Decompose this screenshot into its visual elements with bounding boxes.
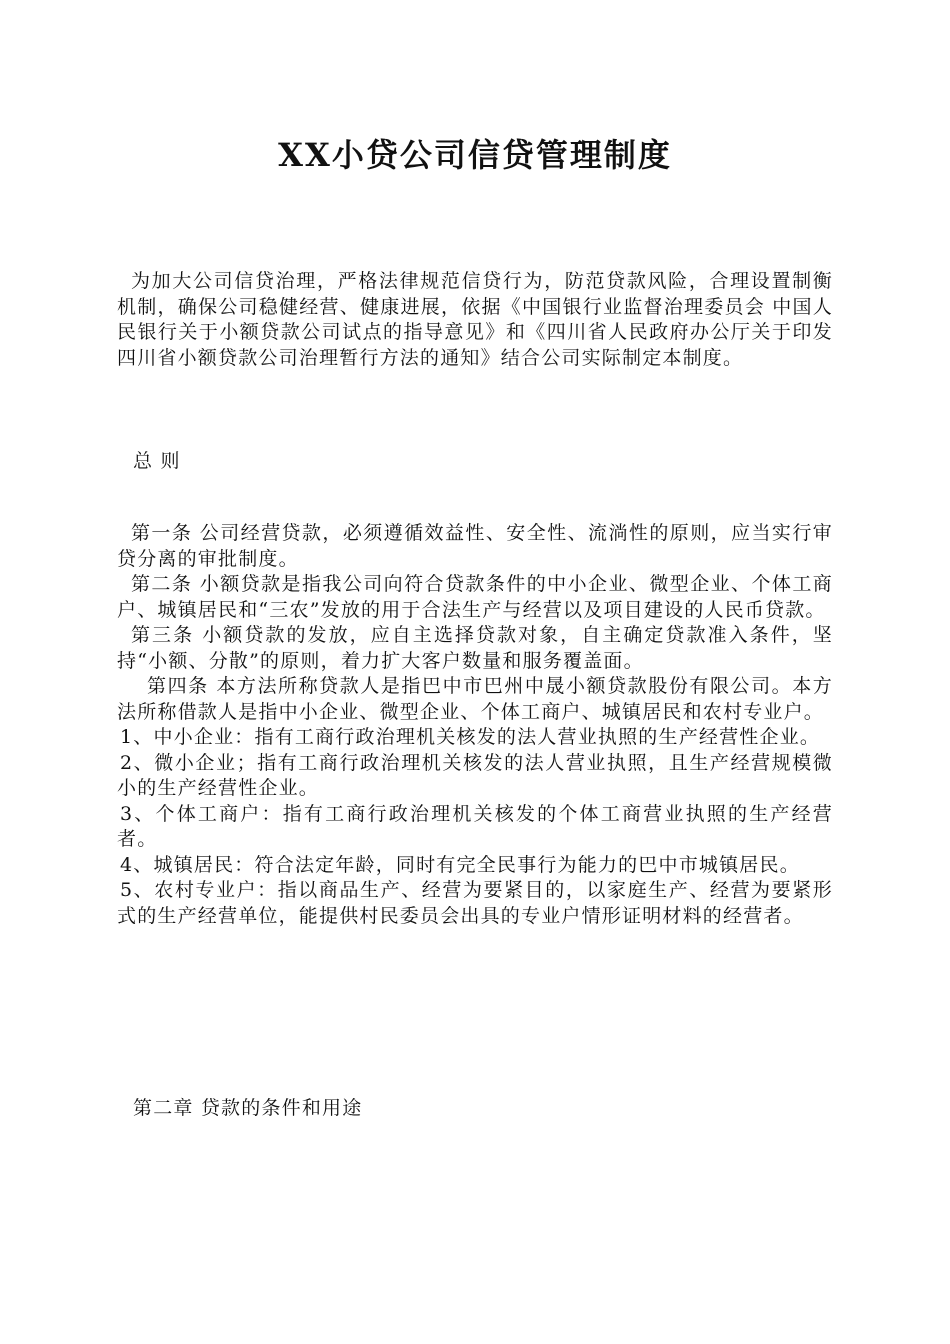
chapter-2-heading-text: 第二章 贷款的条件和用途 xyxy=(133,1097,363,1119)
articles-list xyxy=(117,521,833,929)
section-heading-general xyxy=(117,449,833,475)
article-3: 第三条 小额贷款的发放，应自主选择贷款对象，自主确定贷款准入条件，坚持“小额、分散”的原则，着力扩大客户数量和服务覆盖面。 xyxy=(117,624,833,672)
section-heading-text: 总 则 xyxy=(133,450,181,472)
borrower-type-3: 3、个体工商户：指有工商行政治理机关核发的个体工商营业执照的生产经营者。 xyxy=(117,802,833,850)
chapter-2-heading xyxy=(117,1096,833,1122)
article-2: 第二条 小额贷款是指我公司向符合贷款条件的中小企业、微型企业、个体工商户、城镇居民和“三农”发放的用于合法生产与经营以及项目建设的人民币贷款。 xyxy=(117,573,833,621)
intro-paragraph xyxy=(117,269,833,371)
document-title: XX小贷公司信贷管理制度 xyxy=(278,136,672,174)
borrower-type-2: 2、微小企业；指有工商行政治理机关核发的法人营业执照，且生产经营规模微小的生产经营性企业。 xyxy=(117,751,833,799)
borrower-type-4: 4、城镇居民：符合法定年龄，同时有完全民事行为能力的巴中市城镇居民。 xyxy=(120,853,800,876)
intro-text: 为加大公司信贷治理，严格法律规范信贷行为，防范贷款风险，合理设置制衡机制，确保公司稳健经营、健康进展，依据《中国银行业监督治理委员会 中国人民银行关于小额贷款公司试点的指导意见》和《四川省人民政府办公厅关于印发四川省小额贷款公司治理暂行方法的通知》结合公司实际制定本制度。 xyxy=(117,270,833,369)
article-1: 第一条 公司经营贷款，必须遵循效益性、安全性、流淌性的原则，应当实行审贷分离的审批制度。 xyxy=(117,522,833,570)
borrower-type-1: 1、中小企业：指有工商行政治理机关核发的法人营业执照的生产经营性企业。 xyxy=(120,726,821,748)
article-4: 第四条 本方法所称贷款人是指巴中市巴州中晟小额贷款股份有限公司。本方法所称借款人是指中小企业、微型企业、个体工商户、城镇居民和农村专业户。 xyxy=(117,675,833,723)
borrower-type-5: 5、农村专业户：指以商品生产、经营为要紧目的，以家庭生产、经营为要紧形式的生产经营单位，能提供村民委员会出具的专业户情形证明材料的经营者。 xyxy=(117,879,833,927)
